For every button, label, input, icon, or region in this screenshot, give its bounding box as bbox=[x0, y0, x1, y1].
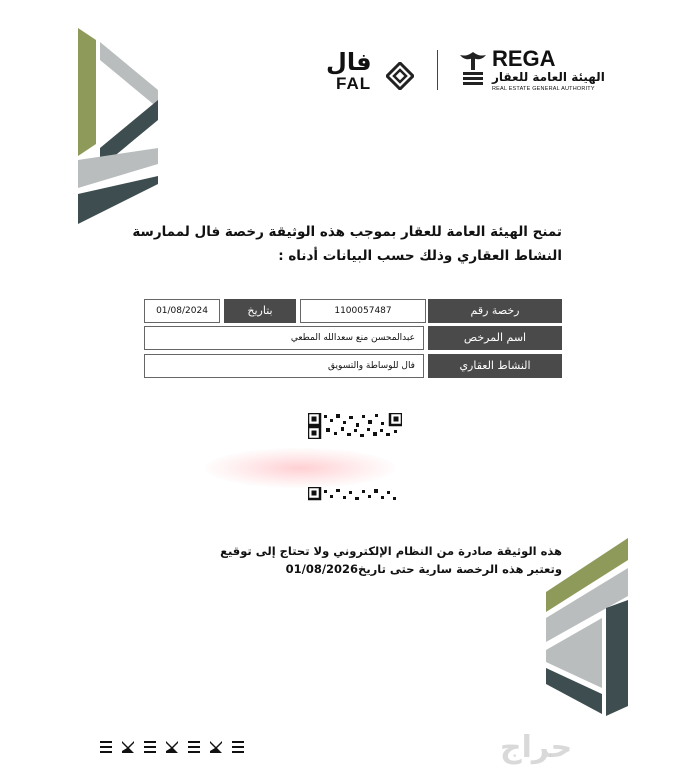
fal-logo bbox=[326, 48, 418, 94]
date-value: 01/08/2024 bbox=[144, 299, 220, 323]
validity-note-line-2: وتعتبر هذه الرخصة سارية حتى تاريخ01/08/2026 bbox=[285, 562, 562, 576]
fal-mark-icon bbox=[386, 62, 414, 94]
qr-code-top bbox=[308, 413, 402, 443]
fal-logo-arabic: فال bbox=[326, 48, 372, 76]
rega-palm-icon bbox=[458, 48, 488, 92]
activity-row bbox=[144, 354, 562, 378]
qr-code-bottom bbox=[308, 487, 402, 509]
intro-line-2: النشاط العقاري وذلك حسب البيانات أدناه : bbox=[278, 248, 562, 264]
validity-note bbox=[162, 542, 562, 578]
license-number-label: رخصة رقم bbox=[428, 299, 562, 323]
rega-logo-arabic: الهيئة العامة للعقار bbox=[492, 70, 605, 84]
intro-paragraph bbox=[122, 220, 562, 268]
licensee-value: عبدالمحسن منع سعدالله المطعي bbox=[144, 326, 424, 350]
fal-logo-latin: FAL bbox=[336, 74, 372, 93]
rega-logo-english: REAL ESTATE GENERAL AUTHORITY bbox=[492, 86, 595, 92]
date-label: بتاريخ bbox=[224, 299, 296, 323]
top-left-chevron-decoration bbox=[78, 28, 160, 224]
licensee-label: اسم المرخص bbox=[428, 326, 562, 350]
licensee-row bbox=[144, 326, 562, 350]
rega-logo-latin: REGA bbox=[492, 46, 556, 71]
activity-label: النشاط العقاري bbox=[428, 354, 562, 378]
license-number-value: 1100057487 bbox=[300, 299, 426, 323]
decorative-pattern-strip bbox=[100, 739, 252, 758]
obscured-region bbox=[205, 448, 395, 488]
haraj-watermark: حراج bbox=[500, 730, 573, 765]
license-row bbox=[144, 299, 562, 323]
header-divider bbox=[437, 50, 438, 90]
intro-line-1: تمنح الهيئة العامة للعقار بموجب هذه الوثيقة رخصة فال لممارسة bbox=[132, 224, 562, 240]
rega-logo bbox=[458, 46, 618, 96]
activity-value: فال للوساطة والتسويق bbox=[144, 354, 424, 378]
validity-note-line-1: هذه الوثيقة صادرة من النظام الإلكتروني ولا تحتاج إلى توقيع bbox=[220, 544, 562, 558]
